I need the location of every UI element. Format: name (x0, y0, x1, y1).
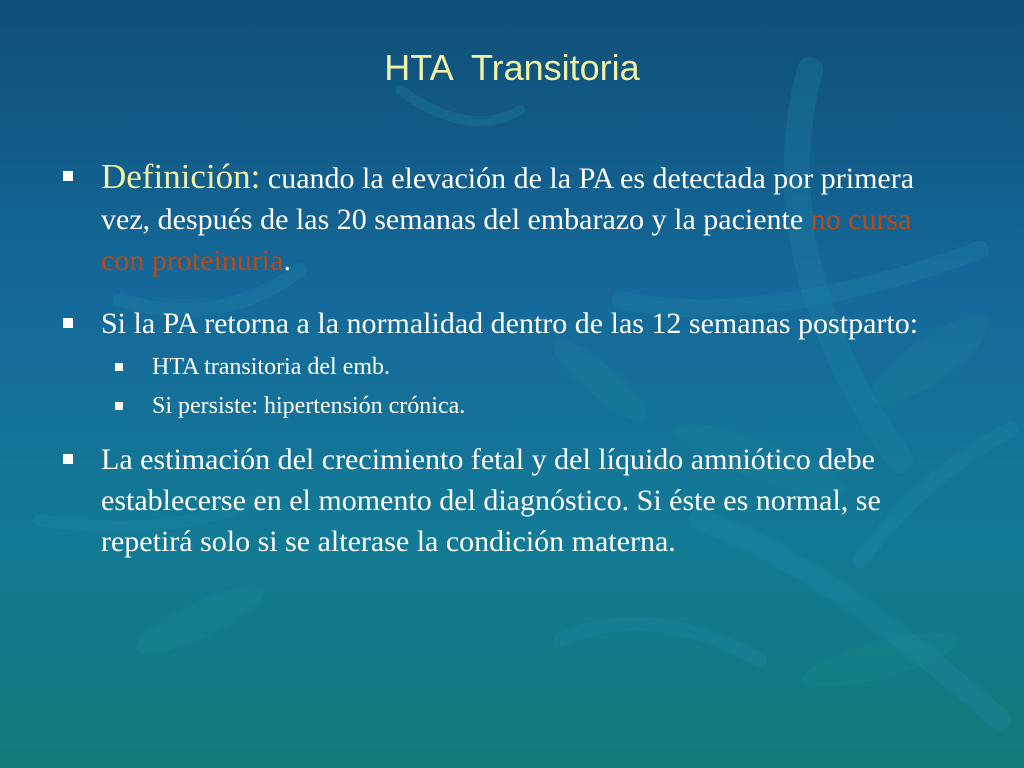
sub-bullet-text: Si persiste: hipertensión crónica. (152, 393, 466, 419)
slide-content (60, 156, 960, 562)
square-bullet-icon (63, 454, 73, 464)
bullet-definition (60, 156, 960, 281)
square-bullet-icon (63, 171, 73, 181)
sub-bullet-chronic (60, 390, 960, 422)
definition-text: cuando la elevación de la PA es detectada por primera vez, después de las 20 semanas del embarazo y la paciente (101, 162, 915, 236)
definition-highlight: no cursa con proteinuria (101, 203, 912, 277)
square-bullet-icon (115, 402, 123, 410)
square-bullet-icon (63, 318, 73, 328)
definition-end: . (283, 244, 291, 277)
sub-bullet-text: HTA transitoria del emb. (152, 354, 391, 380)
bullet-text: Si la PA retorna a la normalidad dentro de las 12 semanas postparto: (101, 307, 919, 340)
slide-title: HTA Transitoria (384, 47, 640, 88)
bullet-normalization (60, 303, 960, 344)
bullet-text: La estimación del crecimiento fetal y del líquido amniótico debe establecerse en el momento del diagnóstico. Si éste es normal, se repetirá solo si se alterase la condición materna. (101, 443, 881, 558)
sub-bullet-transient (60, 351, 960, 383)
square-bullet-icon (115, 363, 123, 371)
bullet-fetal-growth (60, 439, 960, 562)
definition-term: Definición: (101, 157, 261, 196)
